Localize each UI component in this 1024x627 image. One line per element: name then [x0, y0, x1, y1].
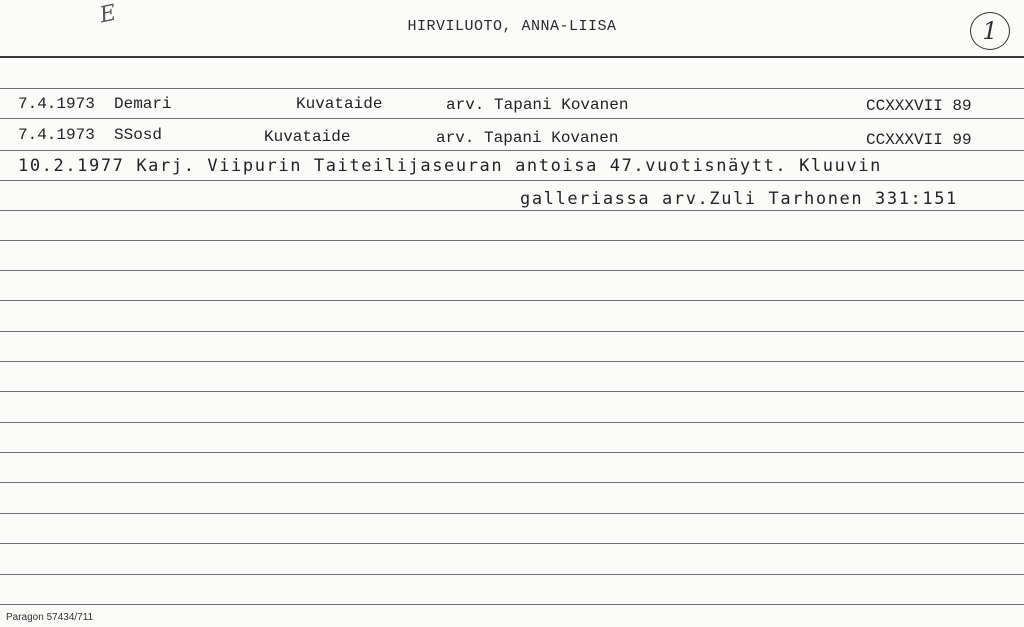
ruled-line — [0, 210, 1024, 211]
entry-date: 7.4.1973 — [18, 126, 95, 144]
ruled-line — [0, 118, 1024, 119]
ruled-line — [0, 331, 1024, 332]
ruled-line — [0, 574, 1024, 575]
entry-text-line: galleriassa arv.Zuli Tarhonen 331:151 — [520, 189, 958, 209]
entry-reference: CCXXXVII 99 — [866, 131, 972, 149]
ruled-line — [0, 150, 1024, 151]
ruled-line — [0, 452, 1024, 453]
ruled-line — [0, 391, 1024, 392]
ruled-line — [0, 361, 1024, 362]
entry-reviewer: arv. Tapani Kovanen — [436, 129, 619, 147]
entry-reference: CCXXXVII 89 — [866, 97, 972, 115]
card-title: HIRVILUOTO, ANNA-LIISA — [407, 18, 617, 35]
card-number-circle: 1 — [970, 12, 1010, 50]
handwritten-mark: E — [97, 0, 119, 29]
entry-date: 7.4.1973 — [18, 95, 95, 113]
entry-reviewer: arv. Tapani Kovanen — [446, 96, 629, 114]
ruled-line — [0, 422, 1024, 423]
ruled-line — [0, 300, 1024, 301]
ruled-line — [0, 482, 1024, 483]
entry-source: SSosd — [114, 126, 163, 144]
ruled-line — [0, 240, 1024, 241]
ruled-line — [0, 513, 1024, 514]
entry-section: Kuvataide — [296, 95, 383, 113]
ruled-line — [0, 270, 1024, 271]
ruled-line — [0, 604, 1024, 605]
entry-section: Kuvataide — [264, 128, 351, 146]
ruled-line — [0, 88, 1024, 89]
entry-text-line: 10.2.1977 Karj. Viipurin Taiteilijaseuran antoisa 47.vuotisnäytt. Kluuvin — [18, 156, 882, 176]
ruled-line — [0, 543, 1024, 544]
ruled-line — [0, 180, 1024, 181]
entry-source: Demari — [114, 95, 172, 113]
card-footer: Paragon 57434/711 — [6, 612, 94, 623]
header-rule — [0, 56, 1024, 58]
